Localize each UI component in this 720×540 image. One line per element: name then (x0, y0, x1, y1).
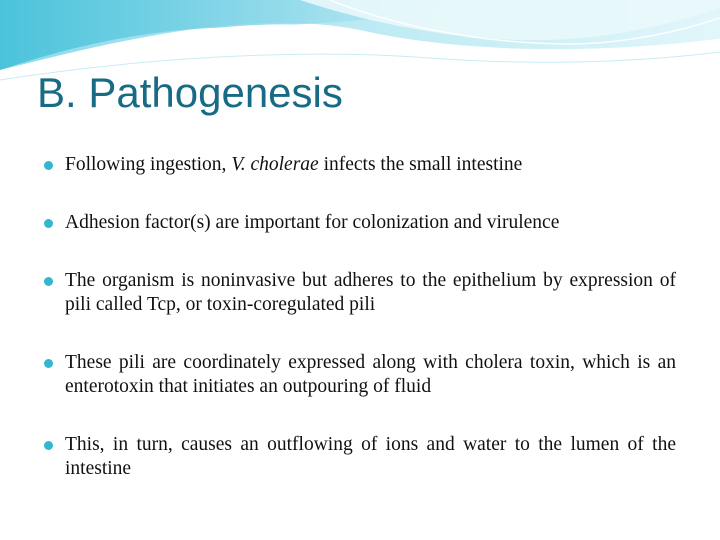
bullet-text: Adhesion factor(s) are important for colonization and virulence (65, 212, 560, 233)
bullet-dot-icon (44, 441, 53, 450)
bullet-item (44, 433, 676, 481)
bullet-text: This, in turn, causes an outflowing of ions and water to the lumen of the intestine (65, 434, 676, 479)
bullet-dot-icon (44, 219, 53, 228)
bullet-dot-icon (44, 359, 53, 368)
bullet-text-after: infects the small intestine (318, 154, 523, 175)
bullet-text: The organism is noninvasive but adheres to the epithelium by expression of pili called Tcp, or toxin-coregulated pili (65, 270, 676, 315)
bullet-item (44, 211, 676, 235)
slide-title: B. Pathogenesis (37, 69, 343, 116)
bullet-dot-icon (44, 161, 53, 170)
bullet-item (44, 153, 676, 177)
bullet-item (44, 351, 676, 399)
species-name: V. cholerae (231, 154, 319, 175)
bullet-dot-icon (44, 277, 53, 286)
bullet-text: These pili are coordinately expressed along with cholera toxin, which is an enterotoxin that initiates an outpouring of fluid (65, 352, 676, 397)
bullet-item (44, 269, 676, 317)
bullet-text-before: Following ingestion, (65, 154, 232, 175)
bullet-list (44, 153, 676, 481)
